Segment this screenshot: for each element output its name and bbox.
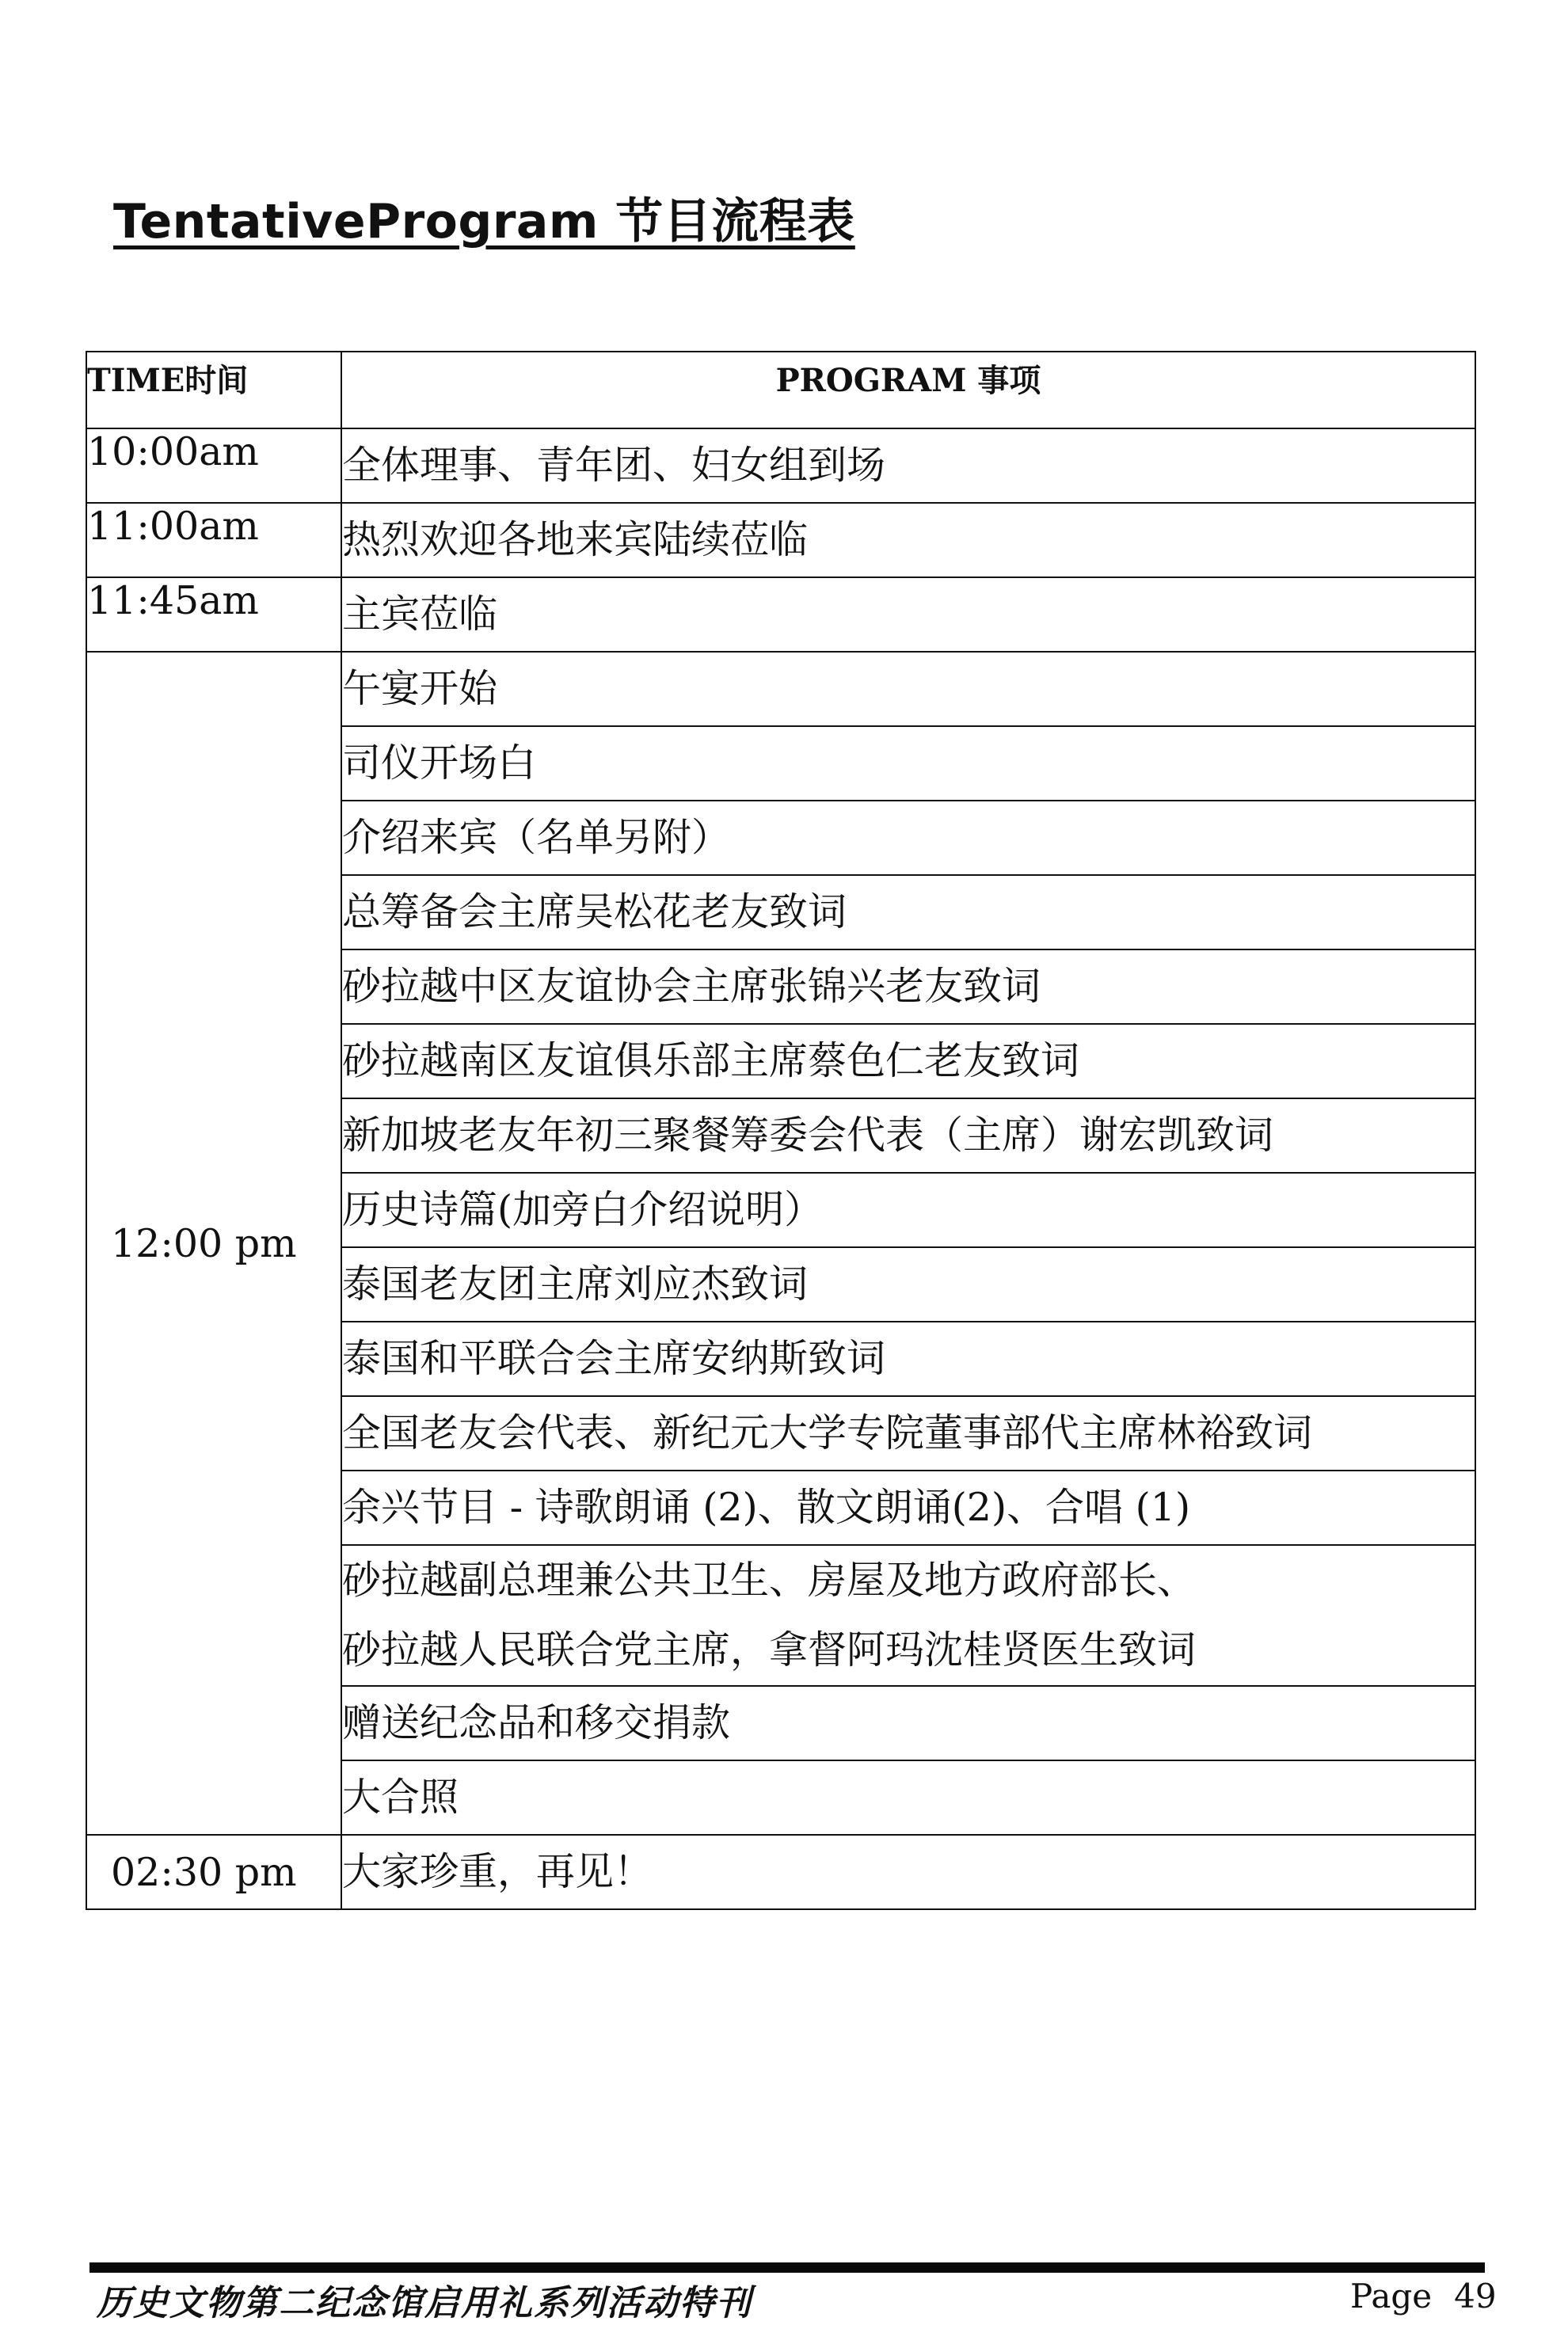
program-item-line: 砂拉越副总理兼公共卫生、房屋及地方政府部长、 — [342, 1558, 1197, 1603]
time-cell: 02:30 pm — [86, 1835, 341, 1909]
program-item: 介绍来宾（名单另附） — [341, 801, 1475, 875]
time-cell: 11:00am — [86, 503, 341, 577]
page-number — [1350, 2277, 1497, 2315]
table-row — [86, 652, 1475, 726]
program-item: 全国老友会代表、新纪元大学专院董事部代主席林裕致词 — [341, 1396, 1475, 1471]
program-item: 历史诗篇(加旁白介绍说明） — [341, 1173, 1475, 1247]
program-item: 司仪开场白 — [341, 726, 1475, 801]
time-cell-noon: 12:00 pm — [86, 652, 341, 1835]
program-table — [86, 351, 1476, 1910]
program-item: 总筹备会主席吴松花老友致词 — [341, 875, 1475, 949]
program-item: 全体理事、青年团、妇女组到场 — [341, 428, 1475, 503]
table-row — [86, 577, 1475, 652]
time-cell: 10:00am — [86, 428, 341, 503]
program-item: 余兴节目 - 诗歌朗诵 (2)、散文朗诵(2)、合唱 (1) — [341, 1471, 1475, 1545]
table-row — [86, 503, 1475, 577]
table-row — [86, 428, 1475, 503]
program-column-header: PROGRAM 事项 — [341, 352, 1475, 428]
program-item — [341, 1545, 1475, 1686]
program-item: 热烈欢迎各地来宾陆续莅临 — [341, 503, 1475, 577]
program-item: 砂拉越南区友谊俱乐部主席蔡色仁老友致词 — [341, 1024, 1475, 1098]
time-column-header: TIME时间 — [86, 352, 341, 428]
program-item: 大家珍重，再见！ — [341, 1835, 1475, 1909]
program-item: 大合照 — [341, 1760, 1475, 1835]
program-item: 泰国和平联合会主席安纳斯致词 — [341, 1322, 1475, 1396]
program-item-line: 砂拉越人民联合党主席，拿督阿玛沈桂贤医生致词 — [342, 1627, 1197, 1672]
footer-rule — [89, 2262, 1485, 2273]
program-item: 赠送纪念品和移交捐款 — [341, 1686, 1475, 1760]
page-number-value: 49 — [1454, 2277, 1497, 2315]
page-title: TentativeProgram 节目流程表 — [113, 194, 855, 249]
footer-publication-title: 历史文物第二纪念馆启用礼系列活动特刊 — [97, 2283, 752, 2323]
table-header-row — [86, 352, 1475, 428]
program-item: 主宾莅临 — [341, 577, 1475, 652]
program-item: 砂拉越中区友谊协会主席张锦兴老友致词 — [341, 949, 1475, 1024]
program-item: 新加坡老友年初三聚餐筹委会代表（主席）谢宏凯致词 — [341, 1098, 1475, 1173]
program-item: 午宴开始 — [341, 652, 1475, 726]
page-label: Page — [1350, 2277, 1433, 2315]
program-item: 泰国老友团主席刘应杰致词 — [341, 1247, 1475, 1322]
table-row — [86, 1835, 1475, 1909]
time-cell: 11:45am — [86, 577, 341, 652]
